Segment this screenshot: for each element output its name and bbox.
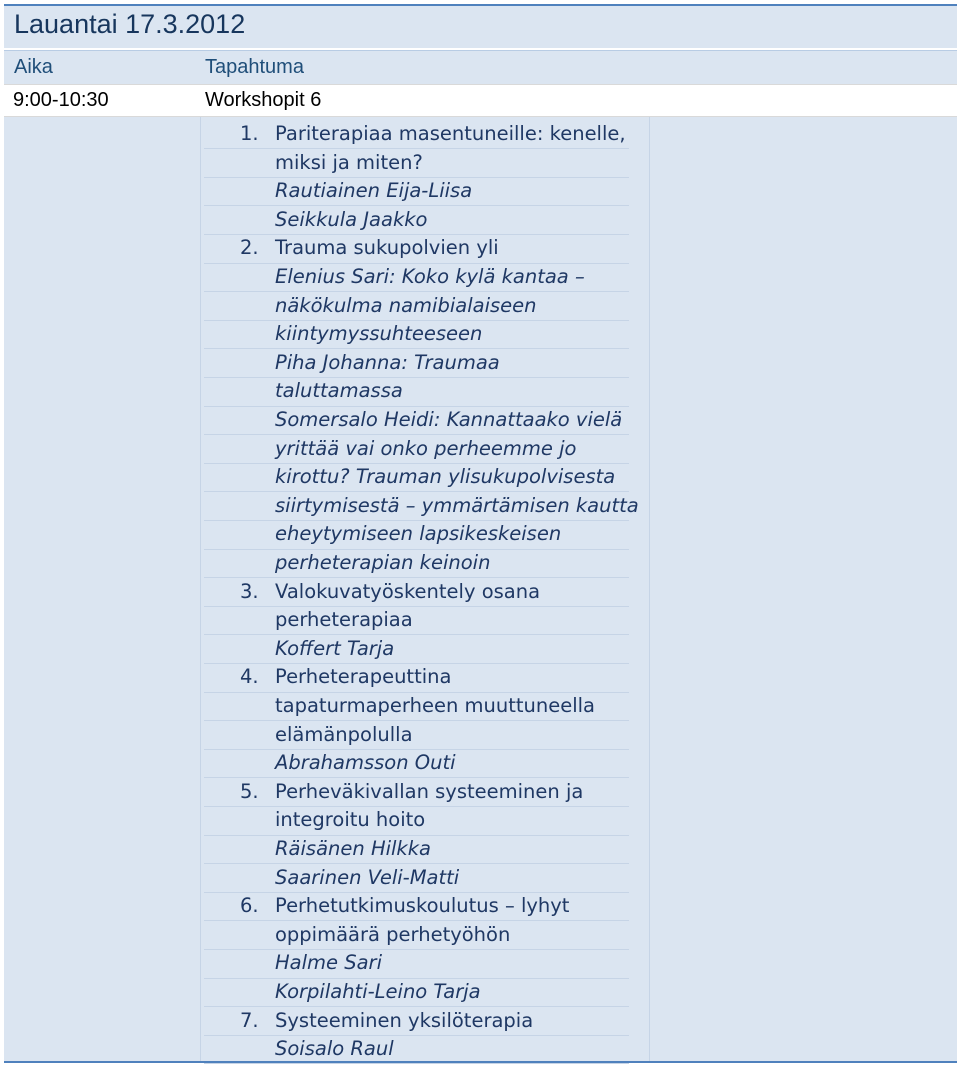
workshop-row xyxy=(4,117,957,1062)
workshop-presenter: Korpilahti-Leino Tarja xyxy=(275,980,481,1003)
workshop-title: Systeeminen yksilöterapia xyxy=(275,1008,534,1032)
header-time: Aika xyxy=(14,56,53,78)
workshop-presenter: siirtymisestä – ymmärtämisen kautta xyxy=(275,493,639,517)
workshop-presenter: näkökulma namibialaiseen xyxy=(275,293,537,317)
workshop-title: Perheterapeuttina xyxy=(275,665,452,689)
workshop-presenter: Elenius Sari: Koko kylä kantaa – xyxy=(275,265,585,288)
page-title: Lauantai 17.3.2012 xyxy=(14,9,246,39)
workshop-list xyxy=(4,117,957,1062)
table-header-row xyxy=(4,50,957,84)
workshop-presenter: kirottu? Trauman ylisukupolvisesta xyxy=(275,465,616,489)
workshop-title: miksi ja miten? xyxy=(275,150,423,174)
workshop-presenter: yrittää vai onko perheemme jo xyxy=(275,436,577,460)
workshop-number: 6. xyxy=(240,894,259,918)
workshop-number: 2. xyxy=(240,236,259,260)
line-separator xyxy=(204,1035,629,1036)
workshop-presenter: Soisalo Raul xyxy=(275,1037,394,1061)
line-separator xyxy=(204,606,629,607)
workshop-number: 4. xyxy=(240,665,259,689)
workshop-number: 7. xyxy=(240,1008,259,1032)
workshop-title: tapaturmaperheen muuttuneella xyxy=(275,694,596,717)
workshop-title: perheterapiaa xyxy=(275,608,413,632)
line-separator xyxy=(204,720,629,721)
workshop-title: integroitu hoito xyxy=(275,808,426,832)
line-separator xyxy=(204,1063,629,1064)
workshop-title: Perhetutkimuskoulutus – lyhyt xyxy=(275,894,570,918)
workshop-title: Trauma sukupolvien yli xyxy=(275,236,499,260)
workshop-presenter: Seikkula Jaakko xyxy=(275,207,428,231)
workshop-presenter: Piha Johanna: Traumaa xyxy=(275,350,500,374)
workshop-presenter: Räisänen Hilkka xyxy=(275,837,431,860)
line-separator xyxy=(204,377,629,378)
table-bottom-border xyxy=(4,1061,957,1063)
workshop-presenter: perheterapian keinoin xyxy=(275,551,491,574)
workshop-title: Perheväkivallan systeeminen ja xyxy=(275,779,584,803)
line-separator xyxy=(204,949,629,950)
session-time: 9:00-10:30 xyxy=(13,89,109,111)
workshop-title: oppimäärä perhetyöhön xyxy=(275,922,511,946)
workshop-presenter: Saarinen Veli-Matti xyxy=(275,865,460,889)
workshop-presenter: Rautiainen Eija-Liisa xyxy=(275,179,473,203)
title-row xyxy=(4,4,957,48)
line-separator xyxy=(204,634,629,635)
session-event: Workshopit 6 xyxy=(205,89,322,111)
workshop-number: 1. xyxy=(240,122,259,145)
workshop-presenter: Abrahamsson Outi xyxy=(275,751,456,775)
workshop-presenter: eheytymiseen lapsikeskeisen xyxy=(275,522,562,546)
workshop-title: Valokuvatyöskentely osana xyxy=(275,579,541,603)
workshop-presenter: Halme Sari xyxy=(275,951,382,975)
header-event: Tapahtuma xyxy=(205,56,304,78)
table-row xyxy=(4,84,957,117)
workshop-presenter: Koffert Tarja xyxy=(275,636,395,660)
workshop-presenter: kiintymyssuhteeseen xyxy=(275,322,483,346)
workshop-number: 3. xyxy=(240,579,259,603)
workshop-title: elämänpolulla xyxy=(275,722,413,746)
workshop-number: 5. xyxy=(240,779,259,803)
workshop-presenter: taluttamassa xyxy=(275,379,403,403)
workshop-title: Pariterapiaa masentuneille: kenelle, xyxy=(275,122,626,145)
workshop-presenter: Somersalo Heidi: Kannattaako vielä xyxy=(275,408,623,431)
